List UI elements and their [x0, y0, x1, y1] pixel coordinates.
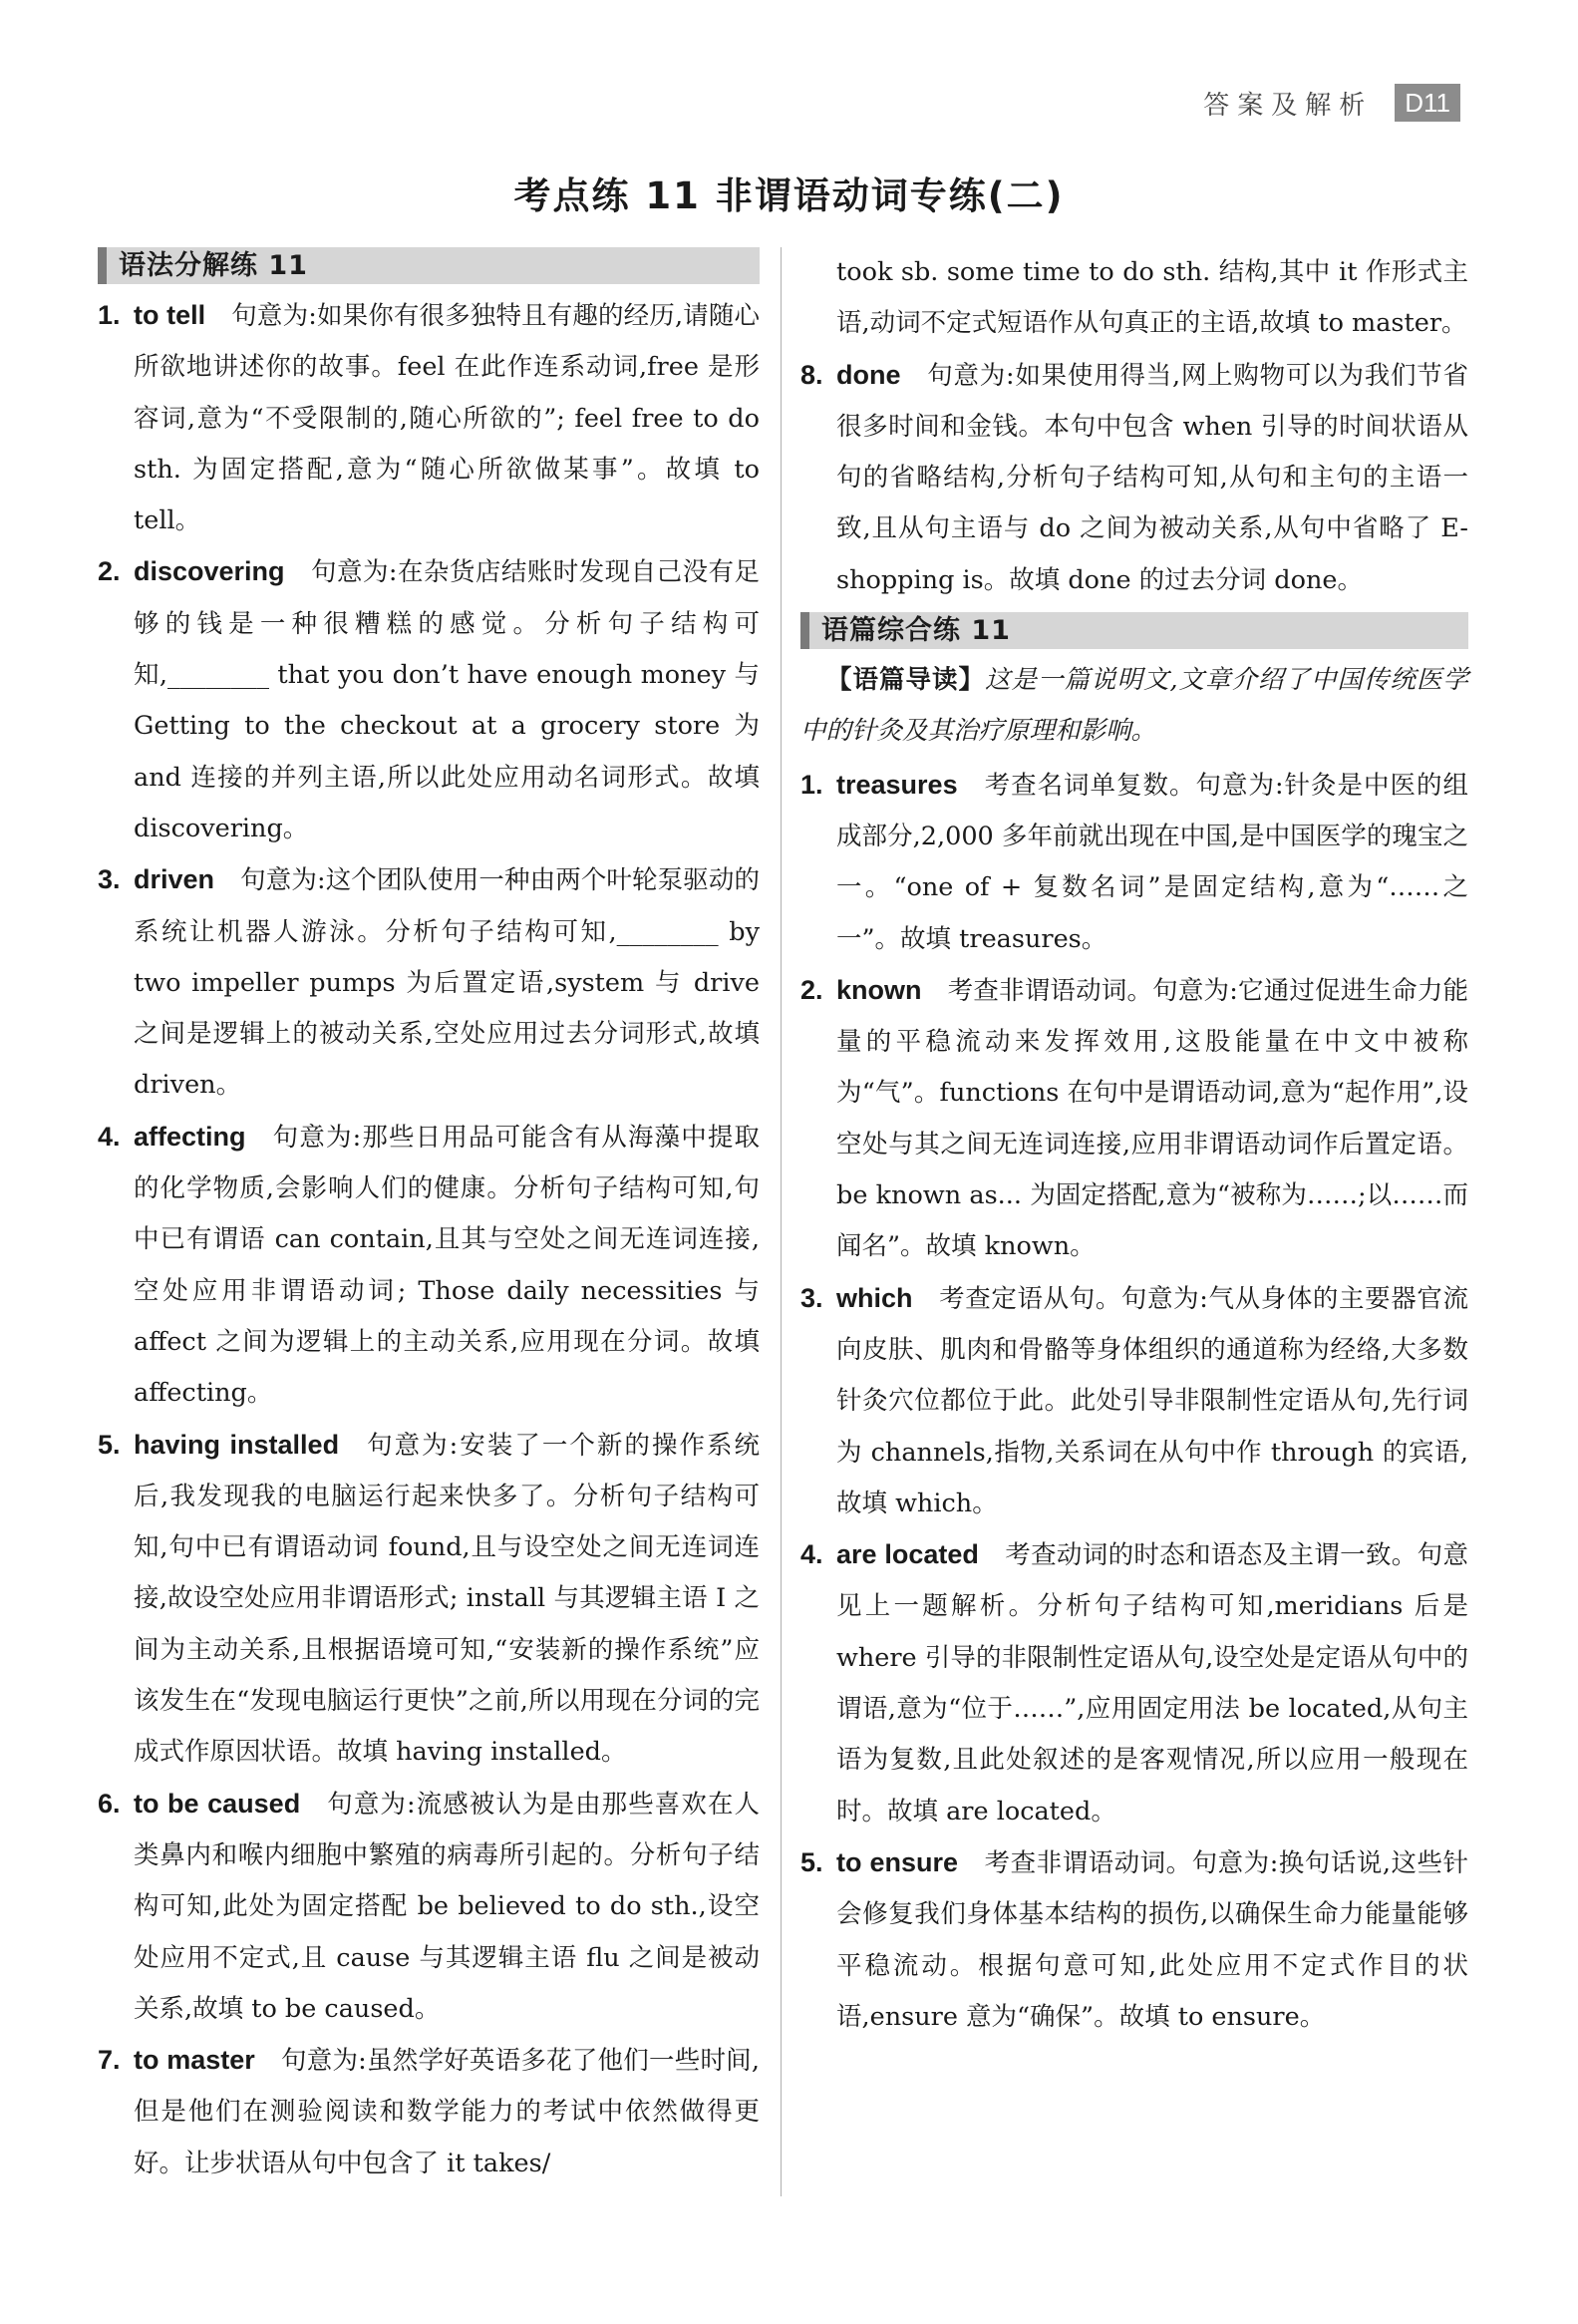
item-number: 1. [800, 769, 823, 800]
item-answer: to ensure [836, 1846, 959, 1877]
item-explanation: 句意为:那些日用品可能含有从海藻中提取的化学物质,会影响人们的健康。分析句子结构可知,句中已有谓语 can contain,且其与空处之间无连词连接,空处应用非谓语动词; Those daily necessities 与 affect 之间为逻辑上的主动关系,应用现在分词。故填 affecting。 [134, 1122, 760, 1409]
answer-item [98, 1779, 760, 2035]
page-number: D11 [1395, 84, 1460, 122]
section-heading-grammar: 语法分解练 11 [98, 247, 760, 284]
item-answer: to be caused [134, 1788, 301, 1819]
item-explanation: 句意为:在杂货店结账时发现自己没有足够的钱是一种很糟糕的感觉。分析句子结构可知,________ that you don’t have enough money 与 Getting to the checkout at a grocery store 为 and 连接的并列主语,所以此处应用动名词形式。故填 discovering。 [134, 557, 760, 843]
item-number: 1. [98, 300, 121, 330]
item-explanation: 考查非谓语动词。句意为:换句话说,这些针会修复我们身体基本结构的损伤,以确保生命力能量能够平稳流动。根据句意可知,此处应用不定式作目的状语,ensure 意为“确保”。故填 to ensure。 [836, 1847, 1468, 2032]
section-heading-passage: 语篇综合练 11 [800, 612, 1468, 649]
answer-item [98, 854, 760, 1111]
item-answer: discovering [134, 556, 285, 587]
passage-guide [800, 655, 1468, 758]
item-explanation: 句意为:如果使用得当,网上购物可以为我们节省很多时间和金钱。本句中包含 when 引导的时间状语从句的省略结构,分析句子结构可知,从句和主句的主语一致,且从句主语与 do 之间为被动关系,从句中省略了 E-shopping is。故填 done 的过去分词 done。 [836, 360, 1468, 595]
item-answer: to tell [134, 300, 206, 330]
item-answer: done [836, 359, 901, 390]
answer-item [98, 2035, 760, 2189]
item-number: 2. [800, 974, 823, 1005]
answer-item [800, 965, 1468, 1273]
item-explanation: 考查非谓语动词。句意为:它通过促进生命力能量的平稳流动来发挥效用,这股能量在中文中被称为“气”。functions 在句中是谓语动词,意为“起作用”,设空处与其之间无连词连接,应用非谓语动词作后置定语。be known as... 为固定搭配,意为“被称为……;以……而闻名”。故填 known。 [836, 975, 1468, 1262]
answer-item [800, 1529, 1468, 1837]
answer-item [98, 546, 760, 854]
guide-text: 这是一篇说明文,文章介绍了中国传统医学中的针灸及其治疗原理和影响。 [800, 665, 1468, 747]
item-explanation: 句意为:这个团队使用一种由两个叶轮泵驱动的系统让机器人游泳。分析句子结构可知,________ by two impeller pumps 为后置定语,system 与 drive 之间是逻辑上的被动关系,空处应用过去分词形式,故填 driven。 [134, 865, 760, 1101]
item-explanation: 句意为:安装了一个新的操作系统后,我发现我的电脑运行起来快多了。分析句子结构可知,句中已有谓语动词 found,且与设空处之间无连词连接,故设空处应用非谓语形式; install 与其逻辑主语 I 之间为主动关系,且根据语境可知,“安装新的操作系统”应该发生在“发现电脑运行更快”之前,所以用现在分词的完成式作原因状语。故填 having installed。 [134, 1430, 761, 1768]
answer-item [800, 760, 1468, 965]
answer-continuation: took sb. some time to do sth. 结构,其中 it 作形式主语,动词不定式短语作从句真正的主语,故填 to master。 [836, 257, 1468, 339]
guide-label: 【语篇导读】 [826, 665, 985, 696]
answer-item [98, 1112, 760, 1420]
item-explanation: 考查动词的时态和语态及主谓一致。句意见上一题解析。分析句子结构可知,meridians 后是 where 引导的非限制性定语从句,设空处是定语从句中的谓语,意为“位于……”,应用固定用法 be located,从句主语为复数,且此处叙述的是客观情况,所以应用一般现在时。故填 are located。 [836, 1540, 1468, 1826]
item-answer: are located [836, 1539, 979, 1570]
answer-item [98, 1420, 760, 1779]
item-number: 8. [800, 359, 823, 390]
item-number: 3. [800, 1282, 823, 1313]
item-answer: which [836, 1282, 913, 1313]
item-explanation: 句意为:虽然学好英语多花了他们一些时间,但是他们在测验阅读和数学能力的考试中依然做得更好。让步状语从句中包含了 it takes/ [134, 2046, 761, 2178]
right-column [800, 247, 1468, 2043]
item-explanation: 句意为:流感被认为是由那些喜欢在人类鼻内和喉内细胞中繁殖的病毒所引起的。分析句子结构可知,此处为固定搭配 be believed to do sth.,设空处应用不定式,且 cause 与其逻辑主语 flu 之间是被动关系,故填 to be caused。 [134, 1789, 761, 2024]
column-divider [781, 247, 782, 2196]
item-number: 4. [800, 1539, 823, 1570]
page-title: 考点练 11 非谓语动词专练(二) [513, 174, 1065, 217]
left-column [98, 247, 760, 2189]
item-number: 7. [98, 2045, 121, 2076]
item-number: 5. [800, 1846, 823, 1877]
item-number: 4. [98, 1121, 121, 1152]
item-number: 5. [98, 1429, 121, 1460]
item-answer: having installed [134, 1429, 340, 1460]
item-answer: affecting [134, 1121, 246, 1152]
answer-item [800, 1273, 1468, 1529]
page-header [1203, 84, 1460, 122]
item-number: 2. [98, 556, 121, 587]
item-answer: known [836, 974, 922, 1005]
header-label: 答案及解析 [1203, 90, 1374, 121]
item-answer: to master [134, 2045, 255, 2076]
item-explanation: 考查定语从句。句意为:气从身体的主要器官流向皮肤、肌肉和骨骼等身体组织的通道称为经络,大多数针灸穴位都位于此。此处引导非限制性定语从句,先行词为 channels,指物,关系词在从句中作 through 的宾语,故填 which。 [836, 1283, 1468, 1518]
item-answer: treasures [836, 769, 958, 800]
answer-item [800, 350, 1468, 606]
item-explanation: 考查名词单复数。句意为:针灸是中医的组成部分,2,000 多年前就出现在中国,是中国医学的瑰宝之一。“one of + 复数名词”是固定结构,意为“……之一”。故填 treasures。 [836, 770, 1468, 954]
item-number: 3. [98, 864, 121, 895]
item-answer: driven [134, 864, 215, 895]
answer-item [98, 290, 760, 546]
item-number: 6. [98, 1788, 121, 1819]
answer-item [800, 1837, 1468, 2043]
item-explanation: 句意为:如果你有很多独特且有趣的经历,请随心所欲地讲述你的故事。feel 在此作连系动词,free 是形容词,意为“不受限制的,随心所欲的”; feel free to do sth. 为固定搭配,意为“随心所欲做某事”。故填 to tell。 [134, 301, 760, 536]
